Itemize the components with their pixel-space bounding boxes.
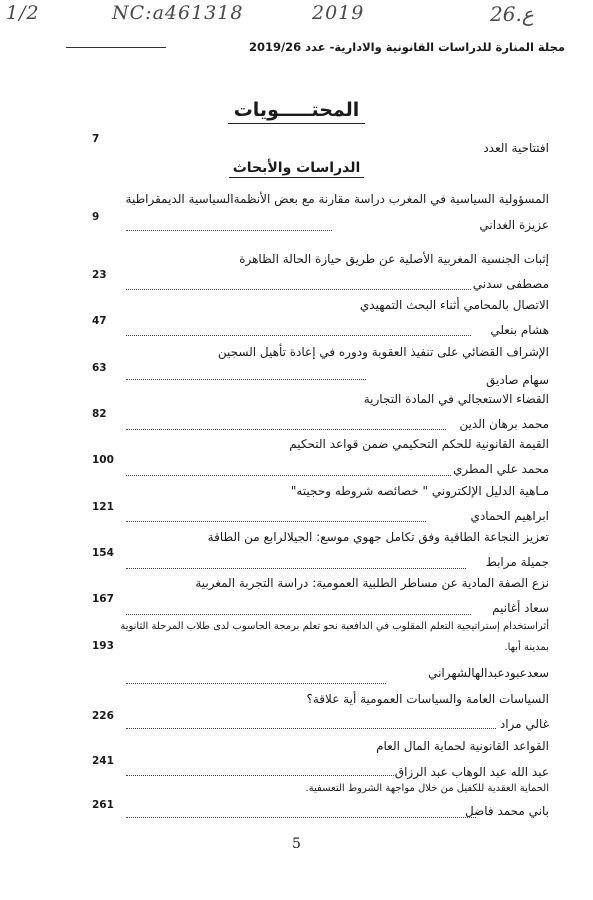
entry-page: 63 [92,362,107,374]
page-title [0,99,593,121]
dot-leader [126,379,366,380]
dot-leader [126,230,332,231]
editorial-page: 7 [92,133,100,145]
entry-author: هشام بنعلي [490,323,549,337]
dot-leader [126,429,446,430]
handwritten-call-number: NC:a461318 [112,2,244,24]
editorial-title: افتتاحية العدد [483,141,549,155]
dot-leader [126,683,386,684]
entry-page: 261 [92,799,114,811]
dot-leader [126,817,476,818]
handwritten-ref: 1/2 [6,2,40,24]
entry-page: 167 [92,593,114,605]
entry-page: 47 [92,315,107,327]
entry-author: عزيزة الغداني [479,218,549,232]
journal-title: مجلة المنارة للدراسات القانونية والادارية- عدد 2019/26 [248,40,565,54]
page-title-text: المحتـــــويات [228,99,366,124]
entry-author: باني محمد فاضل [464,804,549,818]
dot-leader [126,335,471,336]
entry-page: 23 [92,269,107,281]
entry-title: إثبات الجنسية المغربية الأصلية عن طريق حيازة الحالة الظاهرة [239,252,549,266]
dot-leader [126,521,426,522]
entry-author: سهام صاديق [485,373,549,387]
entry-title: القيمة القانونية للحكم التحكيمي ضمن قواعد التحكيم [289,437,549,451]
entry-author: مصطفى سدني [472,277,549,291]
entry-title: نزع الصفة المادية عن مساطر الطلبية العمومية: دراسة التجربة المغربية [195,576,549,590]
entry-title: المسؤولية السياسية في المغرب دراسة مقارنة مع بعض الأنظمةالسياسية الديمقراطية [125,192,549,206]
entry-page: 154 [92,547,114,559]
dot-leader [126,475,451,476]
entry-page: 82 [92,408,107,420]
header-rule [66,47,166,48]
entry-author: غالي مراد [499,717,549,731]
entry-title-continued: بمدينة أبها. [504,642,549,653]
entry-author: جميلة مرابط [485,555,549,569]
entry-page: 100 [92,454,114,466]
dot-leader [126,775,396,776]
entry-page: 241 [92,755,114,767]
entry-author: عبد الله عبد الوهاب عبد الرزاق [394,765,549,779]
entry-title: السياسات العامة والسياسات العمومية أية علاقة؟ [306,692,549,706]
entry-title: الاتصال بالمحامي أثناء البحث التمهيدي [359,298,549,312]
entry-title: الحماية العقدية للكفيل من خلال مواجهة الشروط التعسفية. [305,783,549,794]
section-heading [0,160,593,176]
entry-author: محمد برهان الدين [459,417,549,431]
entry-author: ابراهيم الحمادي [470,509,549,523]
dot-leader [126,614,471,615]
entry-author: سعدعبودعبدالهالشهراني [428,666,549,680]
section-heading-text: الدراسات والأبحاث [229,160,365,178]
page-number: 5 [292,836,301,852]
dot-leader [126,568,466,569]
entry-title: الإشراف القضائي على تنفيذ العقوبة ودوره في إعادة تأهيل السجين [217,345,549,359]
journal-header [60,36,565,58]
entry-title: أثراستخدام إستراتيجية التعلم المقلوب في الدافعية نحو تعلم برمجة الحاسوب لدى طلاب المرحلة الثانوية [120,621,549,632]
entry-author: سعاد أغانيم [492,601,549,615]
entry-page: 121 [92,501,114,513]
entry-title: مـاهية الدليل الإلكتروني " خصائصه شروطه وحجيته" [290,484,549,498]
dot-leader [126,289,471,290]
entry-title: تعزيز النجاعة الطاقية وفق تكامل جهوي موسع: الجيلالرابع من الطاقة [207,530,549,544]
handwritten-issue: 26.ع [490,2,534,26]
entry-page: 226 [92,710,114,722]
dot-leader [126,728,496,729]
entry-title: القواعد القانونية لحماية المال العام [376,739,549,753]
entry-page: 193 [92,640,114,652]
handwritten-year: 2019 [312,2,365,24]
entry-title: القضاء الاستعجالي في المادة التجارية [363,392,549,406]
entry-author: محمد علي المطري [453,462,549,476]
entry-page: 9 [92,211,100,223]
